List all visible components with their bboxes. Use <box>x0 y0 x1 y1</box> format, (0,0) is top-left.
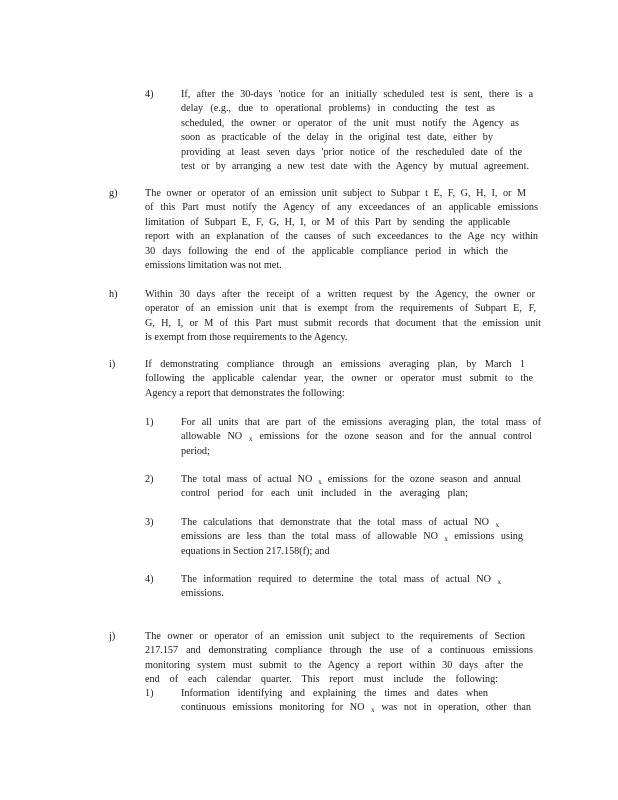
text-line: 30 days following the end of the applicable compliance period in which the <box>145 245 508 257</box>
text-line: The information required to determine the total mass of actual NO $_x$ <box>181 574 501 586</box>
text-line: emissions. <box>181 588 224 600</box>
item-label: 4) <box>145 574 154 585</box>
text-line: limitation of Subpart E, F, G, H, I, or M of this Part by sending the applicable <box>145 216 510 228</box>
item-label: g) <box>109 188 118 199</box>
paragraph-j-cems-report <box>145 630 533 688</box>
text-line: emissions limitation was not met. <box>145 260 282 272</box>
paragraph-i1-allowable-mass <box>181 416 541 459</box>
text-line: emissions are less than the total mass of allowable NO $_x$ emissions using <box>181 531 523 544</box>
paragraph-j1-information <box>181 687 531 716</box>
item-label: 1) <box>145 417 154 428</box>
text-line: The owner or operator of an emission unit subject to the requirements of Section <box>145 631 525 642</box>
paragraph-4-rescheduled-test <box>181 88 533 174</box>
item-label: j) <box>109 631 116 642</box>
text-line: allowable NO $_x$ emissions for the ozone season and for the annual control <box>181 431 532 444</box>
text-line: Within 30 days after the receipt of a written request by the Agency, the owner or <box>145 289 535 300</box>
text-line: providing at least seven days 'prior notice of the rescheduled date of the <box>181 146 522 158</box>
item-label: 3) <box>145 517 154 528</box>
text-line: period; <box>181 445 210 457</box>
text-line: If, after the 30-days 'notice for an initially scheduled test is sent, there is a <box>181 89 533 100</box>
paragraph-i2-actual-mass <box>181 473 521 502</box>
paragraph-h-exemption-records <box>145 288 541 346</box>
item-label: i) <box>109 359 116 370</box>
text-line: Information identifying and explaining the times and dates when <box>181 688 488 699</box>
text-line: The total mass of actual NO $_x$ emissions for the ozone season and annual <box>181 474 521 486</box>
item-label: 2) <box>145 474 154 485</box>
text-line: following the applicable calendar year, the owner or operator must submit to the <box>145 373 533 385</box>
paragraph-i4-information <box>181 573 501 602</box>
text-line: report with an explanation of the causes of such exceedances to the Age ncy within <box>145 231 538 243</box>
text-line: continuous emissions monitoring for NO $_x$ was not in operation, other than <box>181 702 531 715</box>
text-line: If demonstrating compliance through an emissions averaging plan, by March 1 <box>145 359 525 370</box>
text-line: delay (e.g., due to operational problems) in conducting the test as <box>181 103 495 115</box>
text-line: soon as practicable of the delay in the original test date, either by <box>181 132 493 144</box>
text-line: scheduled, the owner or operator of the unit must notify the Agency as <box>181 117 519 129</box>
text-line: The calculations that demonstrate that the total mass of actual NO $_x$ <box>181 517 499 529</box>
text-line: test or by arranging a new test date with the Agency by mutual agreement. <box>181 161 529 173</box>
item-label: 1) <box>145 688 154 699</box>
text-line: For all units that are part of the emissions averaging plan, the total mass of <box>181 417 541 428</box>
text-line: G, H, I, or M of this Part must submit records that document that the emission unit <box>145 317 541 329</box>
text-line: The owner or operator of an emission unit subject to Subpar t E, F, G, H, I, or M <box>145 188 526 199</box>
item-label: 4) <box>145 89 154 100</box>
paragraph-i3-calculations <box>181 516 523 559</box>
item-label: h) <box>109 289 118 300</box>
paragraph-g-exceedances <box>145 187 538 273</box>
text-line: end of each calendar quarter. This report must include the following: <box>145 674 498 686</box>
text-line: 217.157 and demonstrating compliance through the use of a continuous emissions <box>145 645 533 657</box>
text-line: is exempt from those requirements to the Agency. <box>145 332 348 344</box>
text-line: equations in Section 217.158(f); and <box>181 545 330 557</box>
text-line: operator of an emission unit that is exempt from the requirements of Subpart E, F, <box>145 303 536 315</box>
text-line: Agency a report that demonstrates the following: <box>145 387 345 399</box>
text-line: of this Part must notify the Agency of any exceedances of an applicable emissions <box>145 202 538 214</box>
text-line: monitoring system must submit to the Agency a report within 30 days after the <box>145 659 523 671</box>
paragraph-i-averaging-plan <box>145 358 533 401</box>
text-line: control period for each unit included in the averaging plan; <box>181 488 468 500</box>
